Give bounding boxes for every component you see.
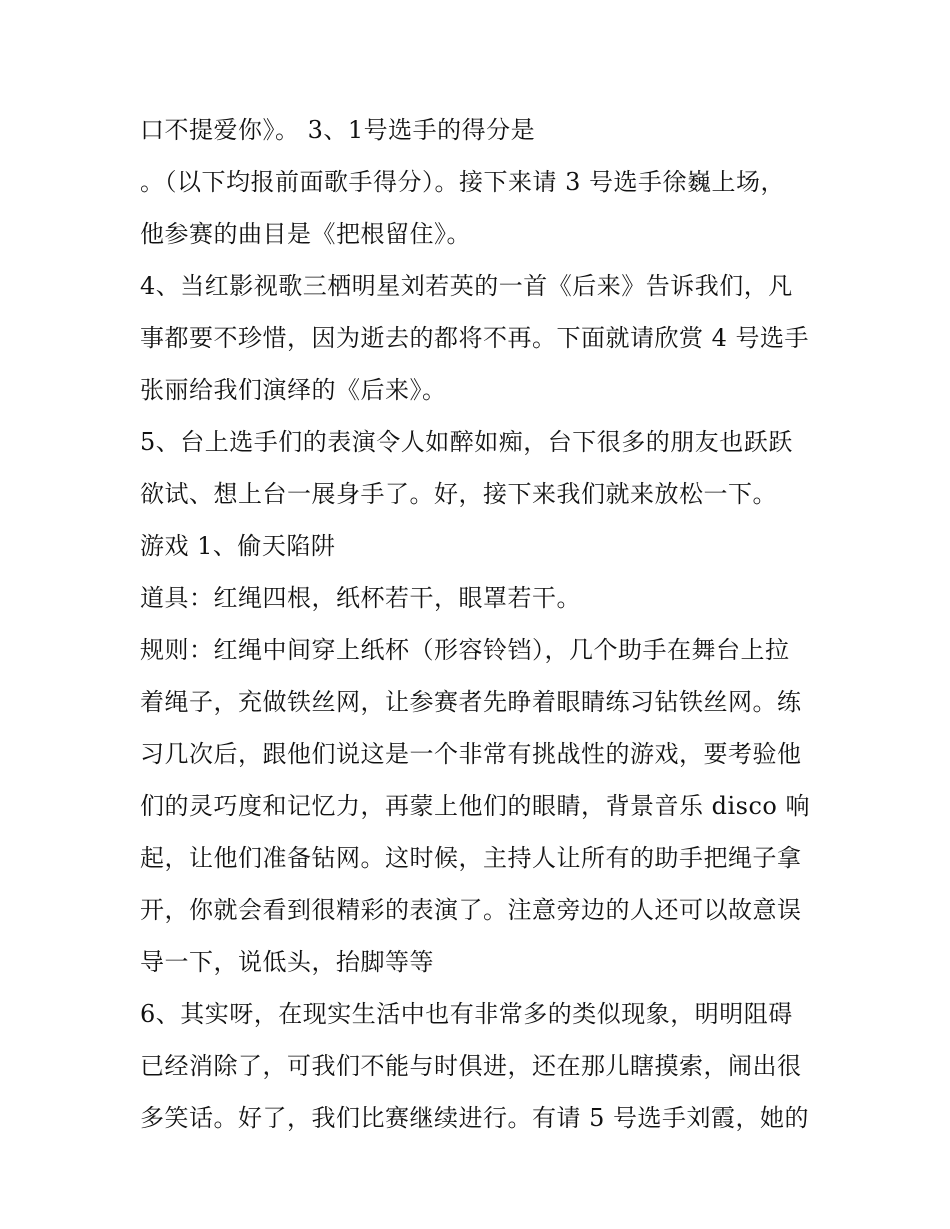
text-line: 道具：红绳四根，纸杯若干，眼罩若干。 bbox=[140, 584, 581, 612]
text-line: 6、其实呀，在现实生活中也有非常多的类似现象，明明阻碍 bbox=[140, 1000, 793, 1028]
text-line: 。（以下均报前面歌手得分）。接下来请 3 号选手徐巍上场， bbox=[140, 168, 786, 196]
text-line: 起，让他们准备钻网。这时候，主持人让所有的助手把绳子拿 bbox=[140, 844, 802, 872]
text-line: 已经消除了，可我们不能与时俱进，还在那儿瞎摸索，闹出很 bbox=[140, 1052, 802, 1080]
text-line: 事都要不珍惜，因为逝去的都将不再。下面就请欣赏 4 号选手 bbox=[140, 324, 810, 352]
text-line: 欲试、想上台一展身手了。好，接下来我们就来放松一下。 bbox=[140, 480, 777, 508]
text-line: 他参赛的曲目是《把根留住》。 bbox=[140, 220, 471, 248]
text-line: 口不提爱你》。 3、1号选手的得分是 bbox=[140, 116, 536, 144]
text-line: 着绳子，充做铁丝网，让参赛者先睁着眼睛练习钻铁丝网。练 bbox=[140, 688, 802, 716]
text-line: 游戏 1、偷天陷阱 bbox=[140, 532, 336, 560]
text-line: 习几次后，跟他们说这是一个非常有挑战性的游戏，要考验他 bbox=[140, 740, 802, 768]
text-line: 开，你就会看到很精彩的表演了。注意旁边的人还可以故意误 bbox=[140, 896, 802, 924]
text-line: 多笑话。好了，我们比赛继续进行。有请 5 号选手刘霞，她的 bbox=[140, 1104, 810, 1132]
text-line: 4、当红影视歌三栖明星刘若英的一首《后来》告诉我们，凡 bbox=[140, 272, 793, 300]
text-line: 规则：红绳中间穿上纸杯（形容铃铛），几个助手在舞台上拉 bbox=[140, 636, 790, 664]
text-line: 导一下，说低头，抬脚等等 bbox=[140, 948, 434, 976]
document-body bbox=[140, 104, 830, 1144]
text-line: 5、台上选手们的表演令人如醉如痴，台下很多的朋友也跃跃 bbox=[140, 428, 793, 456]
text-line: 张丽给我们演绎的《后来》。 bbox=[140, 376, 447, 404]
text-line: 们的灵巧度和记忆力，再蒙上他们的眼睛，背景音乐 disco 响 bbox=[140, 792, 811, 820]
